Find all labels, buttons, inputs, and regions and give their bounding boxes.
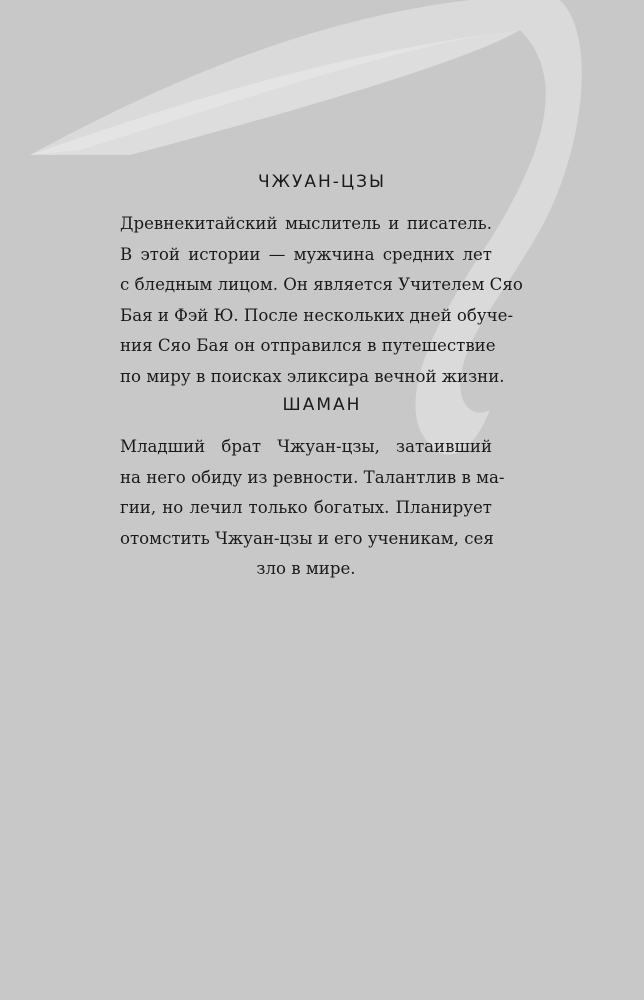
text-line: Древнекитайский мыслитель и писатель.: [120, 214, 492, 233]
text-line: зло в мире.: [256, 559, 356, 579]
text-line: В этой истории — мужчина средних лет: [120, 244, 492, 264]
text-line: ния Сяо Бая он отправился в путешествие: [120, 336, 496, 356]
text-line: Младший брат Чжуан-цзы, затаивший: [120, 437, 492, 456]
text-line: по миру в поисках эликсира вечной жизни.: [120, 366, 505, 386]
section-body-shaman: [120, 432, 505, 585]
text-line: отомстить Чжуан-цзы и его ученикам, сея: [120, 528, 494, 548]
section-body-zhuangzi: [120, 209, 523, 393]
text-line: на него обиду из ревности. Талантлив в ма-: [120, 467, 505, 487]
text-line: с бледным лицом. Он является Учителем Сяо: [120, 275, 523, 295]
text-line: гии, но лечил только богатых. Планирует: [120, 498, 492, 518]
section-heading-zhuangzi: ЧЖУАН-ЦЗЫ: [258, 172, 386, 192]
section-heading-shaman: ШАМАН: [282, 395, 362, 415]
text-line: Бая и Фэй Ю. После нескольких дней обуче-: [120, 305, 514, 325]
